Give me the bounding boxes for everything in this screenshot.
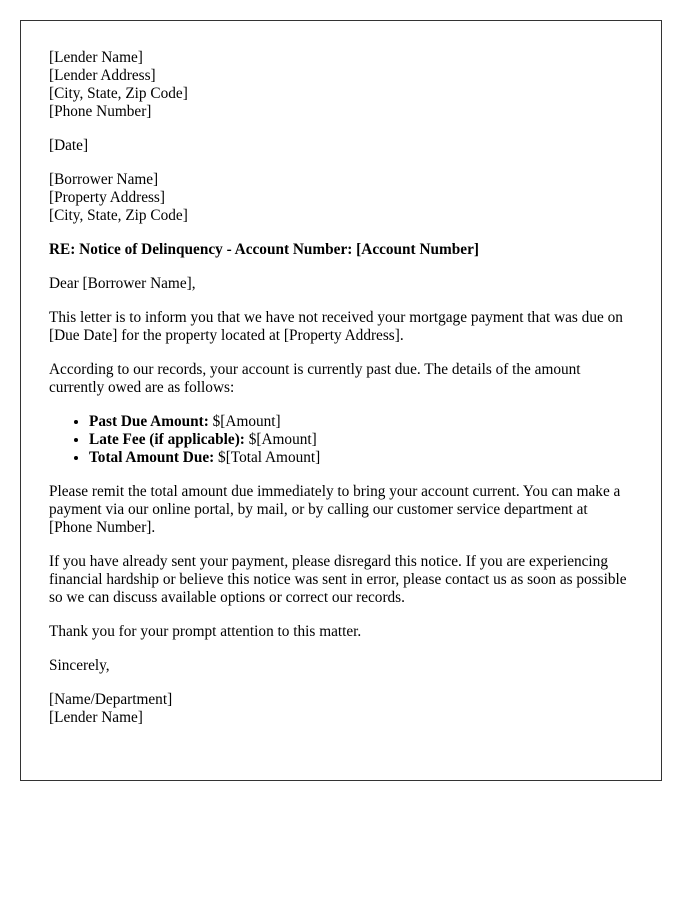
sign-off: Sincerely, xyxy=(49,657,110,674)
body-paragraph: This letter is to inform you that we have not received your mortgage payment that was due on [Due Date] for the property located at [Property Address]. xyxy=(49,309,623,344)
amount-value: $[Total Amount] xyxy=(214,449,321,466)
amounts-list xyxy=(49,413,634,467)
amount-item xyxy=(89,413,634,431)
amount-value: $[Amount] xyxy=(244,431,317,448)
amount-item xyxy=(89,431,634,449)
recipient-block xyxy=(49,171,634,225)
lender-address: [Lender Address] xyxy=(49,67,156,84)
body-paragraph: Thank you for your prompt attention to this matter. xyxy=(49,623,362,640)
signature-lender-name: [Lender Name] xyxy=(49,709,143,726)
signature-block xyxy=(49,691,634,727)
subject-line xyxy=(49,241,634,259)
amount-label: Late Fee (if applicable): xyxy=(89,431,245,448)
amount-label: Total Amount Due: xyxy=(89,449,215,466)
lender-phone: [Phone Number] xyxy=(49,103,152,120)
subject-text: RE: Notice of Delinquency - Account Number: [Account Number] xyxy=(49,241,479,258)
signature-name-department: [Name/Department] xyxy=(49,691,173,708)
letter-date: [Date] xyxy=(49,137,89,154)
borrower-name: [Borrower Name] xyxy=(49,171,159,188)
amount-value: $[Amount] xyxy=(208,413,281,430)
letter-document xyxy=(20,20,662,781)
recipient-city-state-zip: [City, State, Zip Code] xyxy=(49,207,188,224)
body-paragraph: According to our records, your account is currently past due. The details of the amount currently owed are as follows: xyxy=(49,361,581,396)
property-address: [Property Address] xyxy=(49,189,165,206)
lender-city-state-zip: [City, State, Zip Code] xyxy=(49,85,188,102)
sender-block xyxy=(49,49,634,121)
body-paragraph: If you have already sent your payment, please disregard this notice. If you are experiencing financial hardship or believe this notice was sent in error, please contact us as soon as possible so we can discuss available options or correct our records. xyxy=(49,553,627,606)
lender-name: [Lender Name] xyxy=(49,49,143,66)
amount-item xyxy=(89,449,634,467)
body-paragraph: Please remit the total amount due immediately to bring your account current. You can make a payment via our online portal, by mail, or by calling our customer service department at [Phone Number]. xyxy=(49,483,621,536)
salutation: Dear [Borrower Name], xyxy=(49,275,196,292)
amount-label: Past Due Amount: xyxy=(89,413,209,430)
